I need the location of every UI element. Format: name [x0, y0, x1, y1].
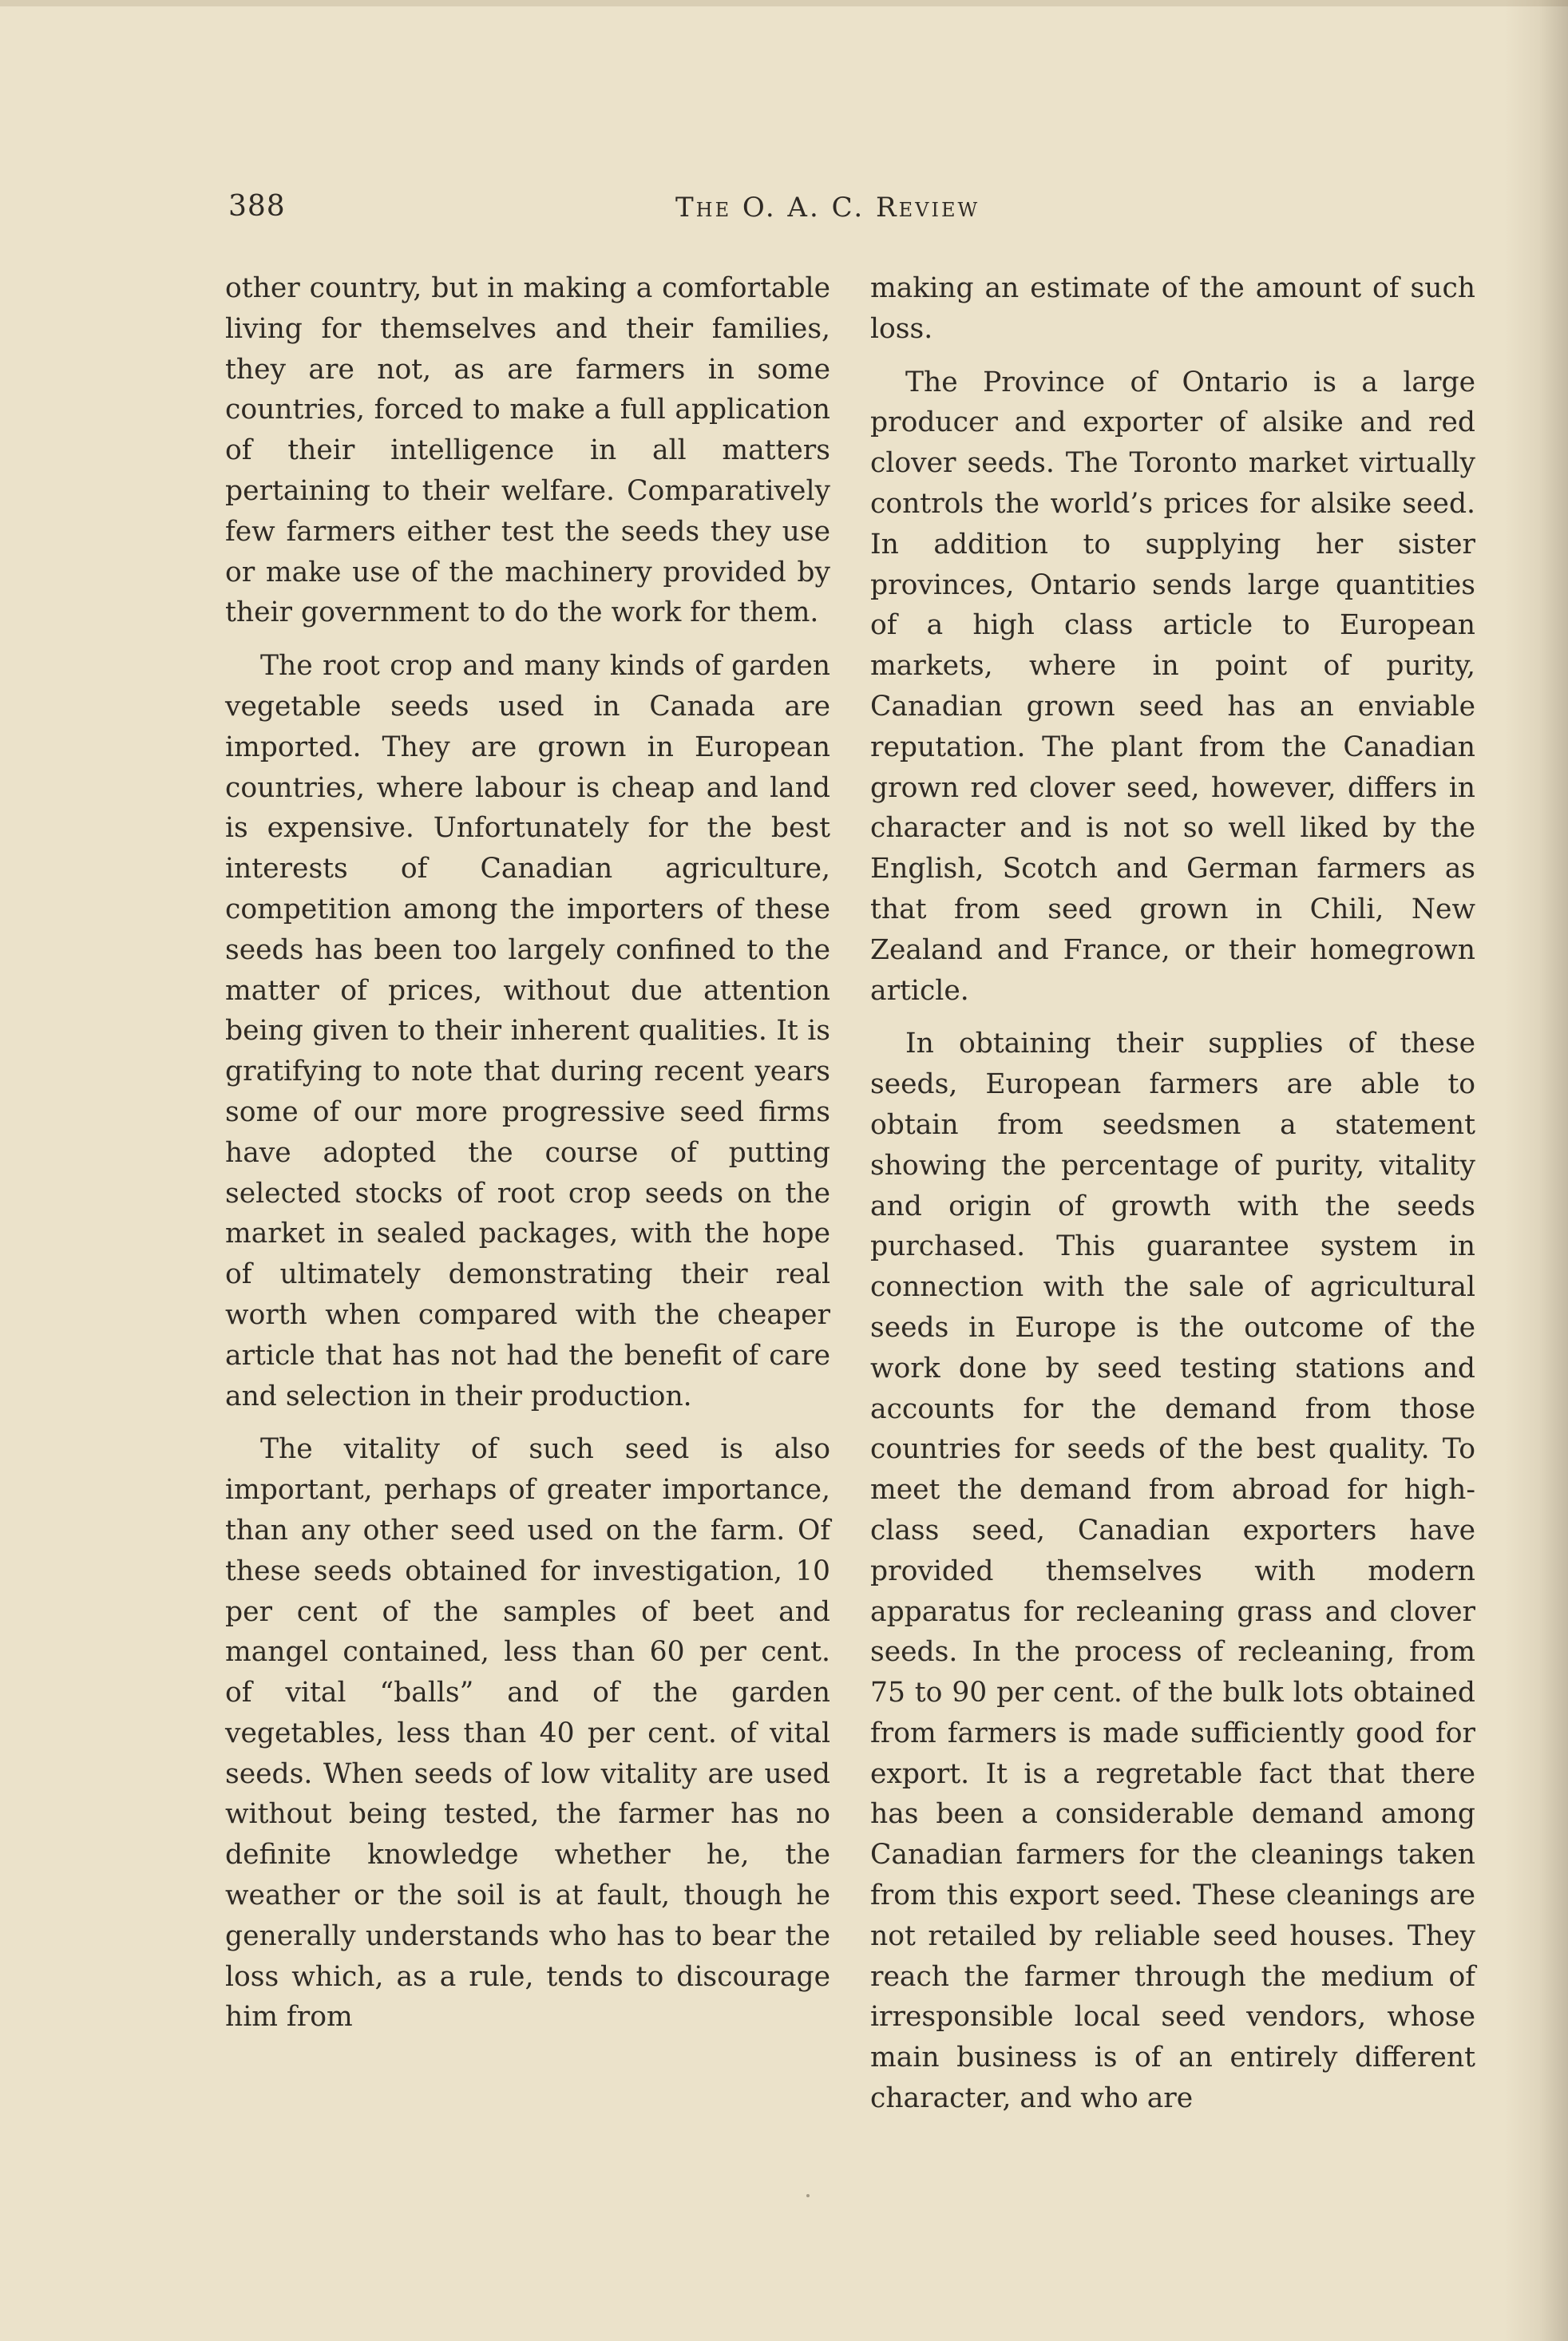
- running-title: The O. A. C. Review: [675, 192, 980, 224]
- print-speck: [806, 2194, 810, 2197]
- paragraph: In obtaining their supplies of these seeds, European farmers are able to obtain from seedsmen a statement showing the percentage of purity, vitality and origin of growth with the seeds purchased. This guarantee system in connection with the sale of agricultural seeds in Europe is the outcome of the work done by seed testing stations and accounts for the demand from those countries for seeds of the best quality. To meet the demand from abroad for high-class seed, Canadian exporters have provided themselves with modern apparatus for recleaning grass and clover seeds. In the process of recleaning, from 75 to 90 per cent. of the bulk lots obtained from farmers is made sufficiently good for export. It is a regretable fact that there has been a considerable demand among Canadian farmers for the cleanings taken from this export seed. These cleanings are not retailed by reliable seed houses. They reach the farmer through the medium of irresponsible local seed vendors, whose main business is of an entirely different character, and who are: [870, 1028, 1475, 2115]
- left-column: [225, 268, 830, 2050]
- paragraph: The Province of Ontario is a large producer and exporter of alsike and red clover seeds. The Toronto market virtually controls the world’s prices for alsike seed. In addition to supplying her sister provinces, Ontario sends large quantities of a high class article to European markets, where in point of purity, Canadian grown seed has an enviable reputation. The plant from the Canadian grown red clover seed, however, differs in character and is not so well liked by the English, Scotch and German farmers as that from seed grown in Chili, New Zealand and France, or their homegrown article.: [870, 366, 1475, 1007]
- page-top-edge: [0, 0, 1568, 6]
- right-column: [870, 268, 1475, 2132]
- paragraph: other country, but in making a comfortable living for themselves and their families, they are not, as are farmers in some countries, forced to make a full application of their intelligence in all matters pertaining to their welfare. Comparatively few farmers either test the seeds they use or make use of the machinery provided by their government to do the work for them.: [225, 272, 830, 629]
- binding-shadow: [1504, 0, 1568, 2341]
- page-number: 388: [228, 190, 286, 223]
- paragraph: making an estimate of the amount of such loss.: [870, 272, 1475, 345]
- page-header: [228, 190, 1482, 238]
- paragraph: The vitality of such seed is also important, perhaps of greater importance, than any other seed used on the farm. Of these seeds obtained for investigation, 10 per cent of the samples of beet and mangel contained, less than 60 per cent. of vital “balls” and of the garden vegetables, less than 40 per cent. of vital seeds. When seeds of low vitality are used without being tested, the farmer has no definite knowledge whether he, the weather or the soil is at fault, though he generally understands who has to bear the loss which, as a rule, tends to discourage him from: [225, 1433, 830, 2034]
- paragraph: The root crop and many kinds of garden vegetable seeds used in Canada are imported. They are grown in European countries, where labour is cheap and land is expensive. Unfortunately for the best interests of Canadian agriculture, competition among the importers of these seeds has been too largely confined to the matter of prices, without due attention being given to their inherent qualities. It is gratifying to note that during recent years some of our more progressive seed firms have adopted the course of putting selected stocks of root crop seeds on the market in sealed packages, with the hope of ultimately demonstrating their real worth when compared with the cheaper article that has not had the benefit of care and selection in their production.: [225, 650, 830, 1412]
